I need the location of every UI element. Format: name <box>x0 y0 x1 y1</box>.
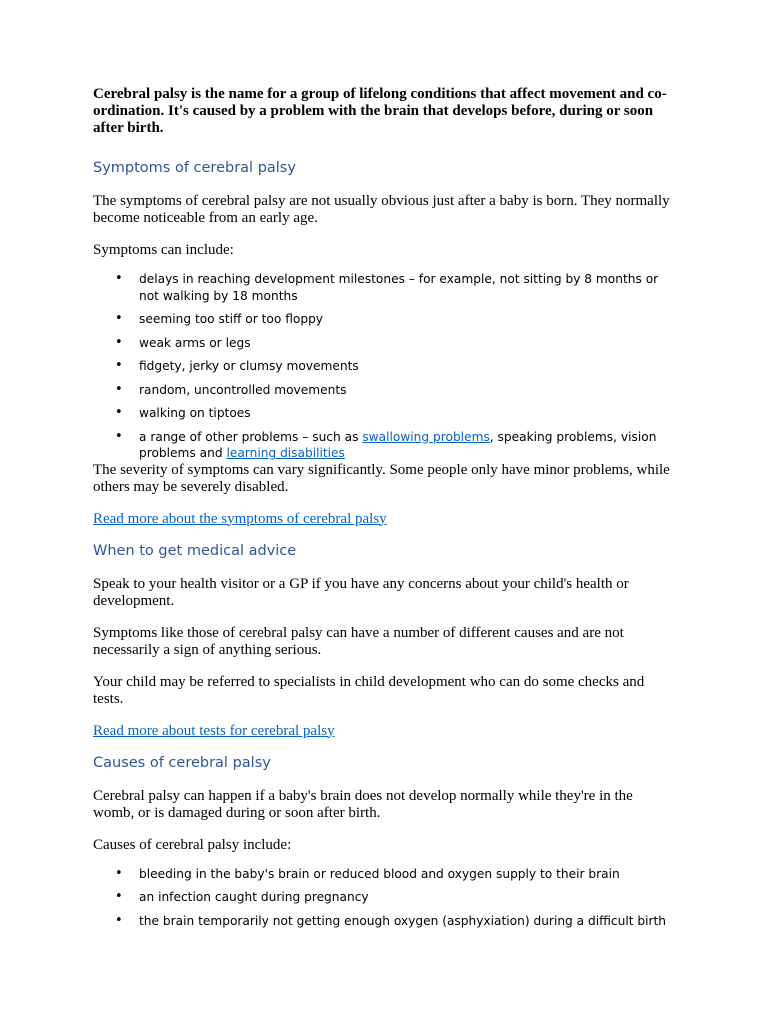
read-more-tests-link[interactable]: Read more about tests for cerebral palsy <box>93 722 335 739</box>
list-item: • random, uncontrolled movements <box>93 382 673 399</box>
learning-disabilities-link[interactable]: learning disabilities <box>226 446 345 460</box>
symptoms-paragraph-1: The symptoms of cerebral palsy are not usually obvious just after a baby is born. They normally become noticeable from an early age. <box>93 193 670 226</box>
list-item: • an infection caught during pregnancy <box>93 889 673 906</box>
medical-advice-paragraph-2: Symptoms like those of cerebral palsy can have a number of different causes and are not necessarily a sign of anything serious. <box>93 624 624 658</box>
symptoms-read-more-line <box>93 511 673 528</box>
list-item <box>93 429 673 462</box>
list-item: • seeming too stiff or too floppy <box>93 311 673 328</box>
swallowing-problems-link[interactable]: swallowing problems <box>362 429 490 444</box>
causes-heading: Causes of cerebral palsy <box>93 754 271 771</box>
list-item-text: a range of other problems – such as <box>139 429 363 444</box>
causes-list <box>93 866 673 930</box>
list-item: • the brain temporarily not getting enough oxygen (asphyxiation) during a difficult birth <box>93 913 673 930</box>
read-more-symptoms-link[interactable]: Read more about the symptoms of cerebral palsy <box>93 510 387 527</box>
symptoms-paragraph-2: Symptoms can include: <box>93 242 234 258</box>
document-page <box>93 86 673 936</box>
list-item: • delays in reaching development milestones – for example, not sitting by 8 months or not walking by 18 months <box>93 271 673 304</box>
causes-paragraph-2: Causes of cerebral palsy include: <box>93 836 292 853</box>
medical-advice-heading: When to get medical advice <box>93 542 297 559</box>
causes-paragraph-1: Cerebral palsy can happen if a baby's brain does not develop normally while they're in the womb, or is damaged during or soon after birth. <box>93 787 633 821</box>
intro-paragraph: Cerebral palsy is the name for a group of lifelong conditions that affect movement and co-ordination. It's caused by a problem with the brain that develops before, during or soon after birth. <box>93 86 667 136</box>
symptoms-paragraph-3: The severity of symptoms can vary significantly. Some people only have minor problems, while others may be severely disabled. <box>93 461 670 495</box>
symptoms-heading: Symptoms of cerebral palsy <box>93 160 296 176</box>
list-item: • fidgety, jerky or clumsy movements <box>93 358 673 375</box>
list-item: • walking on tiptoes <box>93 405 673 422</box>
symptoms-list <box>93 271 673 462</box>
tests-read-more-line <box>93 723 673 740</box>
list-item-text: , speaking problems, vision problems and <box>139 429 657 460</box>
medical-advice-paragraph-3: Your child may be referred to specialists in child development who can do some checks and tests. <box>93 673 645 707</box>
medical-advice-paragraph-1: Speak to your health visitor or a GP if you have any concerns about your child's health or development. <box>93 575 629 609</box>
list-item: • bleeding in the baby's brain or reduced blood and oxygen supply to their brain <box>93 866 673 883</box>
list-item: • weak arms or legs <box>93 335 673 352</box>
